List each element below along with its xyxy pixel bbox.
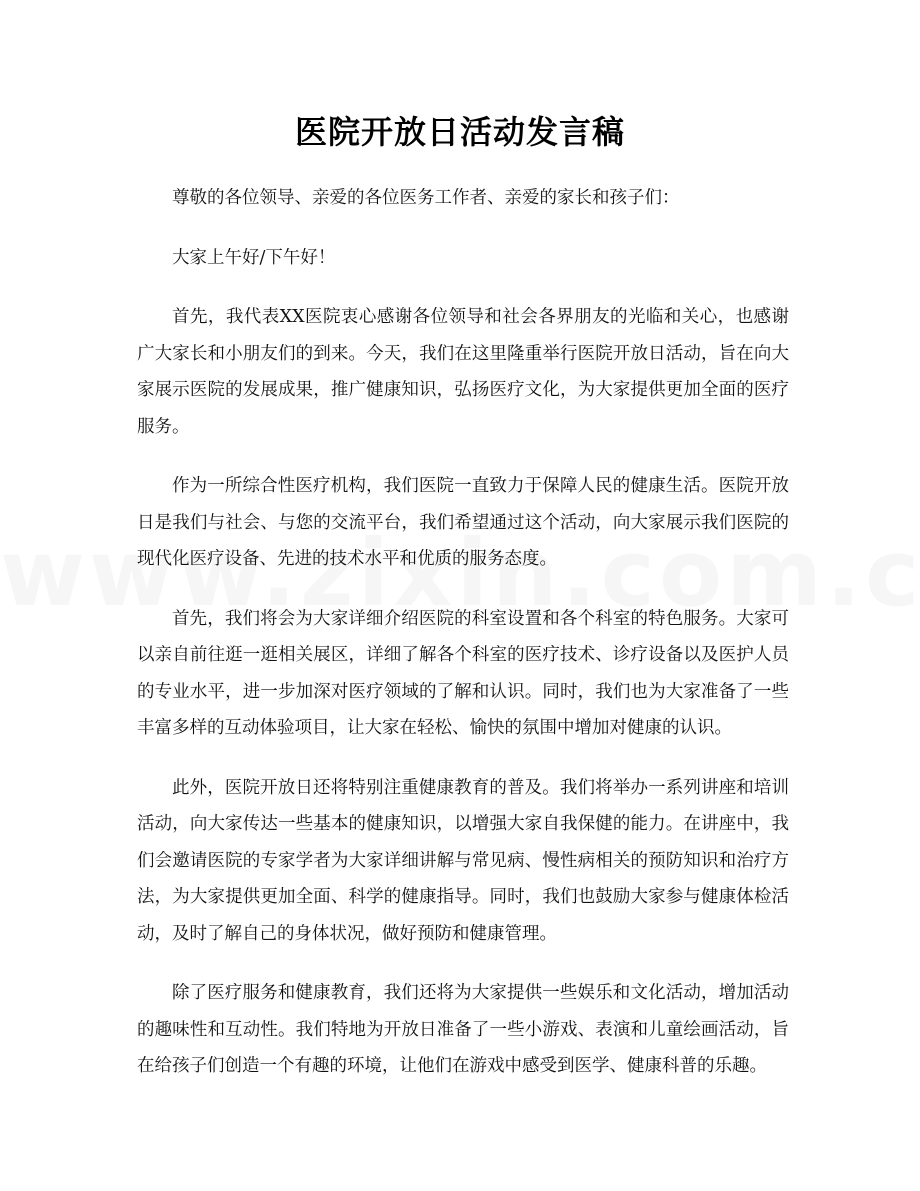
greeting-paragraph: 大家上午好/下午好！ (172, 247, 336, 268)
body-paragraph: 首先，我代表XX医院衷心感谢各位领导和社会各界朋友的光临和关心，也感谢广大家长和小朋友们的到来。今天，我们在这里隆重举行医院开放日活动，旨在向大家展示医院的发展成果，推广健康知识，弘扬医疗文化，为大家提供更加全面的医疗服务。 (137, 307, 789, 437)
body-paragraph: 作为一所综合性医疗机构，我们医院一直致力于保障人民的健康生活。医院开放日是我们与社会、与您的交流平台，我们希望通过这个活动，向大家展示我们医院的现代化医疗设备、先进的技术水平和优质的服务态度。 (137, 476, 789, 569)
body-paragraph: 此外，医院开放日还将特别注重健康教育的普及。我们将举办一系列讲座和培训活动，向大家传达一些基本的健康知识，以增强大家自我保健的能力。在讲座中，我们会邀请医院的专家学者为大家详细讲解与常见病、慢性病相关的预防知识和治疗方法，为大家提供更加全面、科学的健康指导。同时，我们也鼓励大家参与健康体检活动，及时了解自己的身体状况，做好预防和健康管理。 (137, 777, 789, 944)
document-body (137, 180, 789, 1108)
body-paragraph: 除了医疗服务和健康教育，我们还将为大家提供一些娱乐和文化活动，增加活动的趣味性和互动性。我们特地为开放日准备了一些小游戏、表演和儿童绘画活动，旨在给孩子们创造一个有趣的环境，让他们在游戏中感受到医学、健康科普的乐趣。 (137, 983, 789, 1076)
salutation-paragraph: 尊敬的各位领导、亲爱的各位医务工作者、亲爱的家长和孩子们： (172, 188, 680, 208)
document-title: 医院开放日活动发言稿 (294, 113, 625, 151)
body-paragraph: 首先，我们将会为大家详细介绍医院的科室设置和各个科室的特色服务。大家可以亲自前往逛一逛相关展区，详细了解各个科室的医疗技术、诊疗设备以及医护人员的专业水平，进一步加深对医疗领域的了解和认识。同时，我们也为大家准备了一些丰富多样的互动体验项目，让大家在轻松、愉快的氛围中增加对健康的认识。 (137, 608, 789, 738)
